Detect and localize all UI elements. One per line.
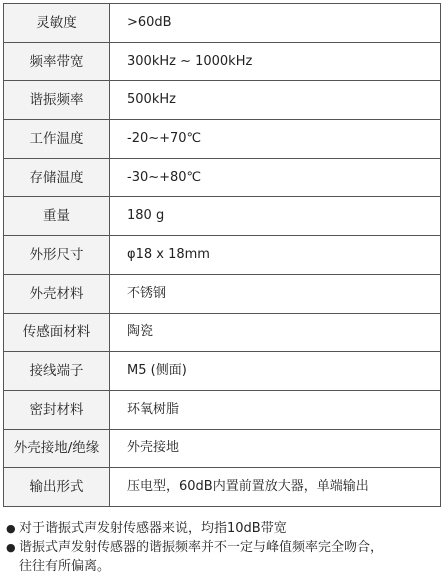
spec-label-operating-temperature: 工作温度 [4,120,110,159]
spec-label-resonant-frequency: 谐振频率 [4,81,110,120]
table-row [4,197,441,236]
note-text-continued: 往往有所偏离。 [19,559,111,574]
spec-value-output-type: 压电型，60dB内置前置放大器，单端输出 [110,468,441,507]
table-row [4,42,441,81]
note-text: 谐振式声发射传感器的谐振频率并不一定与峰值频率完全吻合， [19,540,384,555]
spec-value-resonant-frequency: 500kHz [110,81,441,120]
spec-value-sensitivity: >60dB [110,4,441,43]
bullet-icon: ● [6,522,16,535]
spec-label-grounding: 外壳接地/绝缘 [4,429,110,468]
spec-label-housing-material: 外壳材料 [4,274,110,313]
spec-value-connector: M5 (侧面) [110,352,441,391]
spec-value-housing-material: 不锈钢 [110,274,441,313]
spec-table [3,3,441,507]
notes-list [6,519,442,576]
note-text: 对于谐振式声发射传感器来说，均指10dB带宽 [19,521,287,536]
spec-label-dimensions: 外形尺寸 [4,236,110,275]
spec-label-connector: 接线端子 [4,352,110,391]
spec-label-weight: 重量 [4,197,110,236]
table-row [4,390,441,429]
spec-value-storage-temperature: -30~+80℃ [110,158,441,197]
spec-label-storage-temperature: 存储温度 [4,158,110,197]
table-row [4,429,441,468]
spec-label-sealing-material: 密封材料 [4,390,110,429]
spec-value-sensing-face-material: 陶瓷 [110,313,441,352]
bullet-icon: ● [6,541,16,554]
table-row [4,468,441,507]
table-row [4,274,441,313]
note-item [6,538,442,576]
note-item [6,519,442,538]
table-row [4,120,441,159]
table-row [4,236,441,275]
table-row [4,81,441,120]
spec-label-output-type: 输出形式 [4,468,110,507]
spec-label-sensitivity: 灵敏度 [4,4,110,43]
table-row [4,313,441,352]
spec-value-weight: 180 g [110,197,441,236]
spec-label-bandwidth: 频率带宽 [4,42,110,81]
table-row [4,4,441,43]
spec-label-sensing-face-material: 传感面材料 [4,313,110,352]
spec-value-sealing-material: 环氧树脂 [110,390,441,429]
table-row [4,352,441,391]
spec-value-dimensions: φ18 x 18mm [110,236,441,275]
spec-value-bandwidth: 300kHz ~ 1000kHz [110,42,441,81]
spec-value-operating-temperature: -20~+70℃ [110,120,441,159]
table-row [4,158,441,197]
spec-value-grounding: 外壳接地 [110,429,441,468]
